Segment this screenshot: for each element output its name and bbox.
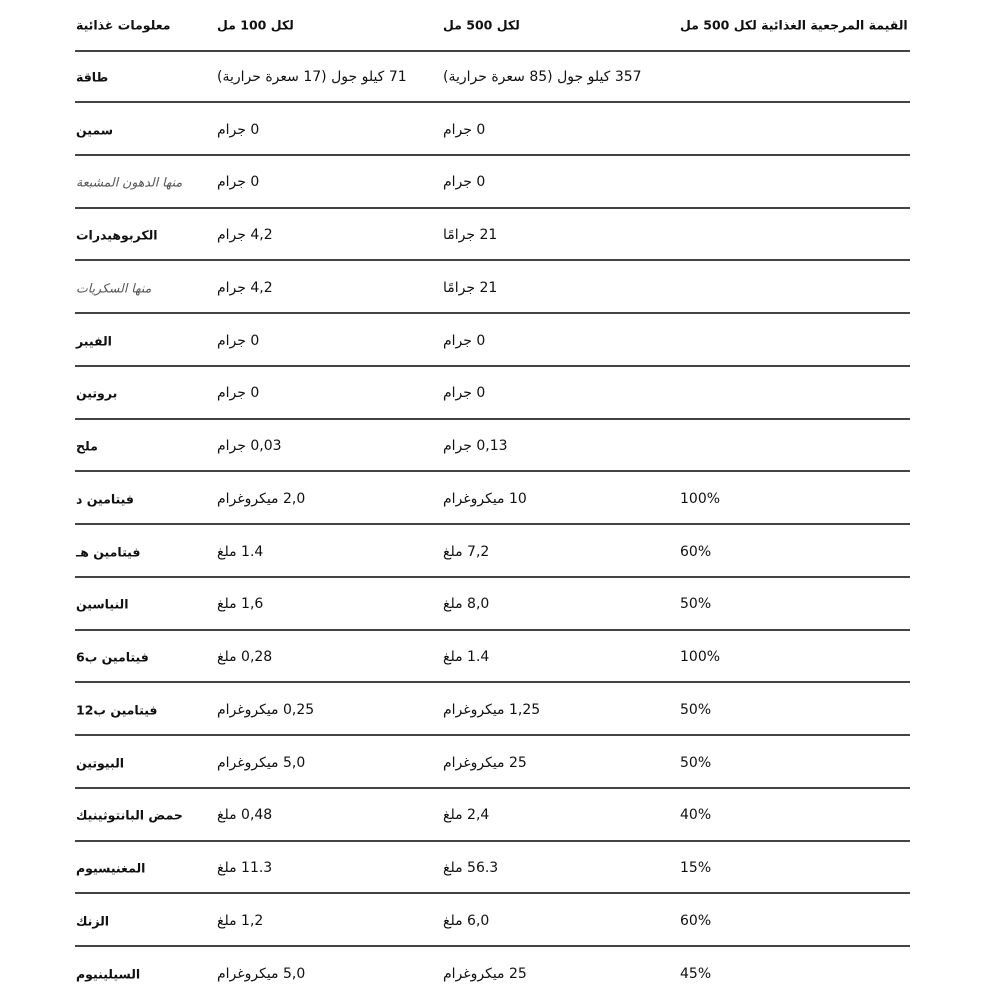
table-row — [0, 631, 1000, 684]
value-per-500ml: 21 جرامًا — [443, 227, 498, 244]
nutrient-name: فيتامين هـ — [76, 544, 141, 560]
value-per-100ml: 0,48 ملغ — [217, 807, 273, 824]
table-row — [0, 947, 1000, 1000]
table-header — [0, 0, 1000, 52]
table-row — [0, 578, 1000, 631]
reference-intake-percent: 50% — [680, 596, 712, 613]
value-per-500ml: 10 ميكروغرام — [443, 490, 527, 507]
table-row — [0, 367, 1000, 420]
nutrient-name: ملح — [76, 438, 98, 454]
nutrient-name: السيلينيوم — [76, 966, 141, 982]
value-per-100ml: 5,0 ميكروغرام — [217, 965, 306, 982]
reference-intake-percent: 60% — [680, 912, 712, 929]
nutrient-name: حمض البانتوثينيك — [76, 807, 183, 823]
value-per-100ml: 2,0 ميكروغرام — [217, 490, 306, 507]
header-per-500ml: لكل 500 مل — [443, 17, 520, 33]
value-per-500ml: 0,13 جرام — [443, 438, 508, 455]
value-per-500ml: 25 ميكروغرام — [443, 754, 527, 771]
reference-intake-percent: 60% — [680, 543, 712, 560]
value-per-500ml: 25 ميكروغرام — [443, 965, 527, 982]
nutrient-name: الفيبر — [76, 333, 112, 349]
value-per-500ml: 56.3 ملغ — [443, 860, 499, 877]
value-per-500ml: 1,25 ميكروغرام — [443, 701, 541, 718]
value-per-100ml: 0,28 ملغ — [217, 649, 273, 666]
table-row — [0, 209, 1000, 262]
nutrient-name: فيتامين ب6 — [76, 649, 149, 665]
reference-intake-percent: 50% — [680, 701, 712, 718]
value-per-500ml: 0 جرام — [443, 121, 486, 138]
nutrient-name: طاقة — [76, 69, 109, 85]
reference-intake-percent: 100% — [680, 490, 721, 507]
header-nutrition-info: معلومات غذائية — [76, 17, 171, 33]
table-row — [0, 525, 1000, 578]
value-per-100ml: 4,2 جرام — [217, 227, 273, 244]
reference-intake-percent: 50% — [680, 754, 712, 771]
table-row — [0, 156, 1000, 209]
value-per-500ml: 0 جرام — [443, 174, 486, 191]
value-per-500ml: 8,0 ملغ — [443, 596, 490, 613]
value-per-500ml: 1.4 ملغ — [443, 649, 490, 666]
value-per-100ml: 11.3 ملغ — [217, 860, 273, 877]
table-row — [0, 684, 1000, 737]
nutrient-name: المغنيسيوم — [76, 860, 146, 876]
nutrient-name: الزنك — [76, 913, 110, 929]
value-per-500ml: 7,2 ملغ — [443, 543, 490, 560]
value-per-500ml: 21 جرامًا — [443, 279, 498, 296]
value-per-100ml: 1,2 ملغ — [217, 912, 264, 929]
nutrient-name: النياسين — [76, 596, 129, 612]
table-row — [0, 473, 1000, 526]
value-per-500ml: 0 جرام — [443, 385, 486, 402]
table-row — [0, 895, 1000, 948]
reference-intake-percent: 45% — [680, 965, 712, 982]
table-row — [0, 314, 1000, 367]
value-per-100ml: 0,25 ميكروغرام — [217, 701, 315, 718]
value-per-500ml: 2,4 ملغ — [443, 807, 490, 824]
table-row — [0, 103, 1000, 156]
table-row — [0, 51, 1000, 104]
value-per-100ml: 0 جرام — [217, 332, 260, 349]
nutrient-name: منها الدهون المشبعة — [76, 174, 183, 190]
table-row — [0, 789, 1000, 842]
header-per-100ml: لكل 100 مل — [217, 17, 294, 33]
header-reference-intake: القيمة المرجعية الغذائية لكل 500 مل — [680, 17, 908, 33]
value-per-100ml: 0 جرام — [217, 385, 260, 402]
nutrient-name: فيتامين د — [76, 491, 134, 507]
reference-intake-percent: 100% — [680, 649, 721, 666]
table-row — [0, 420, 1000, 473]
nutrient-name: منها السكريات — [76, 280, 152, 296]
table-row — [0, 842, 1000, 895]
value-per-100ml: 0 جرام — [217, 121, 260, 138]
nutrient-name: البيوتين — [76, 755, 125, 771]
reference-intake-percent: 15% — [680, 860, 712, 877]
value-per-100ml: 0,03 جرام — [217, 438, 282, 455]
table-row — [0, 736, 1000, 789]
reference-intake-percent: 40% — [680, 807, 712, 824]
value-per-100ml: 5,0 ميكروغرام — [217, 754, 306, 771]
value-per-500ml: 6,0 ملغ — [443, 912, 490, 929]
nutrient-name: سمين — [76, 122, 114, 138]
nutrient-name: الكربوهيدرات — [76, 227, 158, 243]
nutrient-name: فيتامين ب12 — [76, 702, 158, 718]
table-row — [0, 262, 1000, 315]
value-per-500ml: 0 جرام — [443, 332, 486, 349]
value-per-100ml: 71 كيلو جول (17 سعرة حرارية) — [217, 68, 407, 85]
value-per-100ml: 1,6 ملغ — [217, 596, 264, 613]
value-per-500ml: 357 كيلو جول (85 سعرة حرارية) — [443, 68, 642, 85]
nutrient-name: بروتين — [76, 385, 118, 401]
value-per-100ml: 1.4 ملغ — [217, 543, 264, 560]
value-per-100ml: 4,2 جرام — [217, 279, 273, 296]
value-per-100ml: 0 جرام — [217, 174, 260, 191]
